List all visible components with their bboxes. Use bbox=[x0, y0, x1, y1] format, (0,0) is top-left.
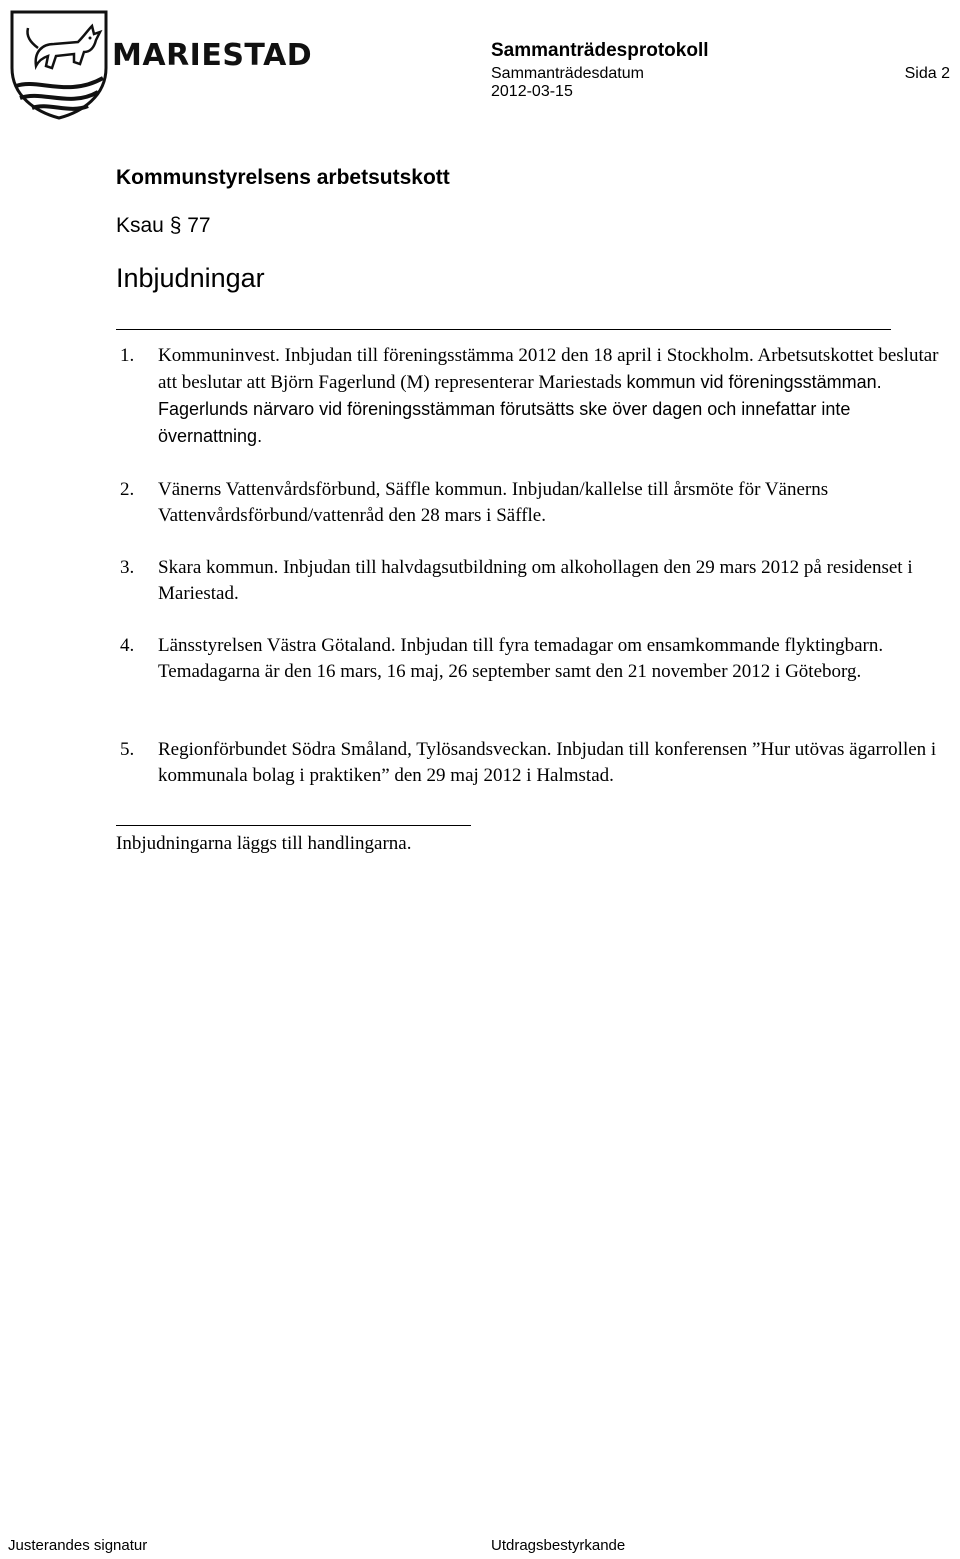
page-number: Sida 2 bbox=[904, 65, 950, 82]
list-item-number: 5. bbox=[120, 739, 135, 760]
heading-divider bbox=[116, 329, 891, 330]
municipality-logo-text: MARIESTAD bbox=[112, 38, 313, 73]
meeting-date: 2012-03-15 bbox=[491, 83, 573, 100]
list-item-number: 4. bbox=[120, 635, 135, 656]
footer-certification-label: Utdragsbestyrkande bbox=[491, 1537, 626, 1554]
list-item-text: Länsstyrelsen Västra Götaland. Inbjudan till fyra temadagar om ensamkommande flyktingbarn. Temadagarna är den 16 mars, 16 maj, 26 september samt den 21 november 2012 i Göteborg. bbox=[158, 635, 884, 682]
list-item-text: Kommuninvest. Inbjudan till föreningsstämma 2012 den 18 april i Stockholm. Arbetsutskottet beslutar att beslutar att Björn Fagerlund (M) representerar Mariestads kommun vid föreningsstämman. Fagerlunds närvaro vid föreningsstämman förutsätts ske över dagen och innefattar inte övernattning. bbox=[158, 345, 939, 446]
meeting-date-label: Sammanträdesdatum bbox=[491, 65, 644, 82]
decision-text: Inbjudningarna läggs till handlingarna. bbox=[116, 833, 412, 854]
section-heading: Inbjudningar bbox=[116, 263, 265, 293]
list-item-number: 1. bbox=[120, 345, 135, 366]
footer-signature-label: Justerandes signatur bbox=[8, 1537, 148, 1554]
municipality-coat-of-arms-logo bbox=[8, 8, 110, 120]
list-item-text: Regionförbundet Södra Småland, Tylösandsveckan. Inbjudan till konferensen ”Hur utövas ägarrollen i kommunala bolag i praktiken” den 29 maj 2012 i Halmstad. bbox=[158, 739, 937, 786]
decision-divider bbox=[116, 825, 471, 826]
list-item-number: 2. bbox=[120, 479, 135, 500]
list-item-number: 3. bbox=[120, 557, 135, 578]
committee-name: Kommunstyrelsens arbetsutskott bbox=[116, 166, 450, 189]
document-title: Sammanträdesprotokoll bbox=[491, 40, 709, 61]
section-number: Ksau § 77 bbox=[116, 214, 211, 237]
list-item-text: Vänerns Vattenvårdsförbund, Säffle kommun. Inbjudan/kallelse till årsmöte för Vänerns Vattenvårdsförbund/vattenråd den 28 mars i Säffle. bbox=[158, 479, 829, 526]
list-item-text: Skara kommun. Inbjudan till halvdagsutbildning om alkohollagen den 29 mars 2012 på residenset i Mariestad. bbox=[158, 557, 913, 604]
